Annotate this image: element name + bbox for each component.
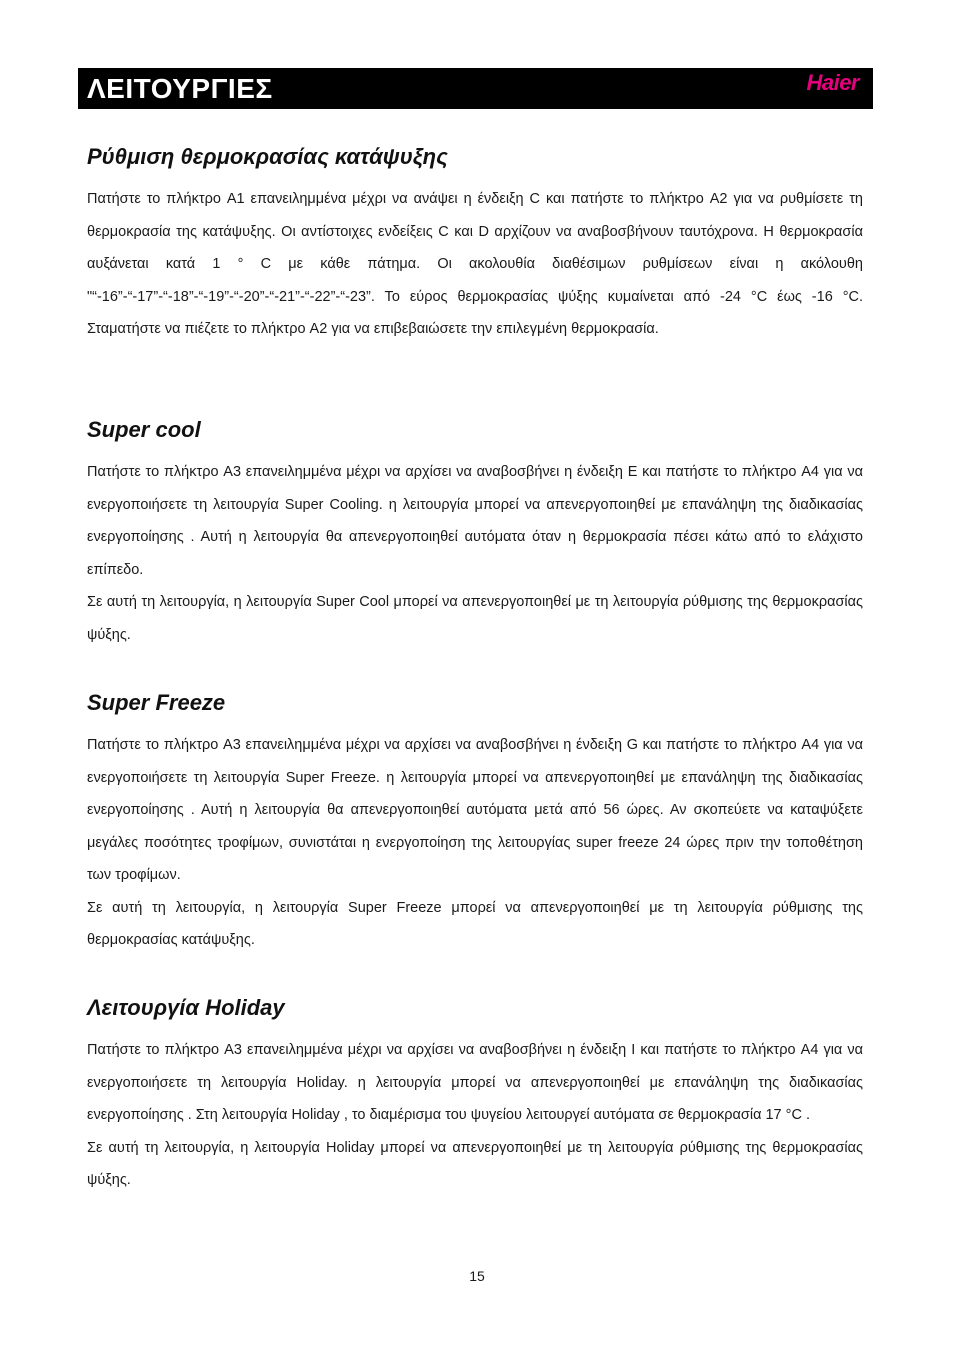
paragraph-super-cool-1: Πατήστε το πλήκτρο A3 επανειλημμένα μέχρι να αρχίσει να αναβοσβήνει η ένδειξη E και πατήστε το πλήκτρο A4 για να ενεργοποιήσετε τη λειτουργία Super Cooling. η λειτουργία μπορεί να απενεργοποιηθεί με επανάληψη της διαδικασίας ενεργοποίησης . Αυτή η λειτουργία θα απενεργοποιηθεί αυτόματα όταν η θερμοκρασία πέσει κάτω από το ελάχιστο επίπεδο. xyxy=(87,464,863,578)
header-bar xyxy=(78,68,873,109)
paragraph-super-freeze-2: Σε αυτή τη λειτουργία, η λειτουργία Super Freeze μπορεί να απενεργοποιηθεί με τη λειτουργία ρύθμισης της θερμοκρασίας κατάψυξης. xyxy=(87,899,863,948)
paragraph-holiday-2: Σε αυτή τη λειτουργία, η λειτουργία Holiday μπορεί να απενεργοποιηθεί με τη λειτουργία ρύθμισης της θερμοκρασίας ψύξης. xyxy=(87,1139,863,1188)
section-super-freeze xyxy=(87,688,863,957)
paragraph-super-freeze-1: Πατήστε το πλήκτρο A3 επανειλημμένα μέχρι να αρχίσει να αναβοσβήνει η ένδειξη G και πατήστε το πλήκτρο A4 για να ενεργοποιήσετε τη λειτουργία Super Freeze. η λειτουργία μπορεί να απενεργοποιηθεί με επανάληψη της διαδικασίας ενεργοποίησης . Αυτή η λειτουργία θα απενεργοποιηθεί αυτόματα μετά από 56 ώρες. Αν σκοπεύετε να καταψύξετε μεγάλες ποσότητες τροφίμων, συνιστάται η ενεργοποίηση της λειτουργίας super freeze 24 ώρες πριν την τοποθέτηση των τροφίμων. xyxy=(87,737,863,883)
page-title: ΛΕΙΤΟΥΡΓΙΕΣ xyxy=(87,73,273,104)
section-holiday xyxy=(87,993,863,1197)
section-title-super-cool: Super cool xyxy=(87,417,201,442)
paragraph-holiday-1: Πατήστε το πλήκτρο A3 επανειλημμένα μέχρι να αρχίσει να αναβοσβήνει η ένδειξη I και πατήστε το πλήκτρο A4 για να ενεργοποιήσετε τη λειτουργία Holiday. η λειτουργία μπορεί να απενεργοποιηθεί με επανάληψη της διαδικασίας ενεργοποίησης . Στη λειτουργία Holiday , το διαμέρισμα του ψυγείου λειτουργεί αυτόματα σε θερμοκρασία 17 °C . xyxy=(87,1042,863,1123)
haier-logo: Haier xyxy=(806,70,859,95)
section-freezer-temperature xyxy=(87,142,863,346)
section-title-super-freeze: Super Freeze xyxy=(87,690,226,715)
paragraph-super-cool-2: Σε αυτή τη λειτουργία, η λειτουργία Super Cool μπορεί να απενεργοποιηθεί με τη λειτουργία ρύθμισης της θερμοκρασίας ψύξης. xyxy=(87,594,863,643)
section-super-cool xyxy=(87,415,863,651)
section-title-holiday: Λειτουργία Holiday xyxy=(87,995,285,1020)
section-title-freezer-temperature: Ρύθμιση θερμοκρασίας κατάψυξης xyxy=(87,144,448,169)
page-number: 15 xyxy=(469,1268,485,1284)
paragraph-freezer-temperature: Πατήστε το πλήκτρο A1 επανειλημμένα μέχρι να ανάψει η ένδειξη C και πατήστε το πλήκτρο A2 για να ρυθμίσετε τη θερμοκρασία της κατάψυξης. Οι αντίστοιχες ενδείξεις C και D αρχίζουν να αναβοσβήνουν ταυτόχρονα. Η θερμοκρασία αυξάνεται κατά 1 ° C με κάθε πάτημα. Οι ακολουθία διαθέσιμων ρυθμίσεων είναι η ακόλουθη "“-16”-“-17”-“-18”-“-19”-“-20”-“-21”-“-22”-“-23”. Το εύρος θερμοκρασίας ψύξης κυμαίνεται από -24 °C έως -16 °C. Σταματήστε να πιέζετε το πλήκτρο A2 για να επιβεβαιώσετε την επιλεγμένη θερμοκρασία. xyxy=(87,191,863,337)
